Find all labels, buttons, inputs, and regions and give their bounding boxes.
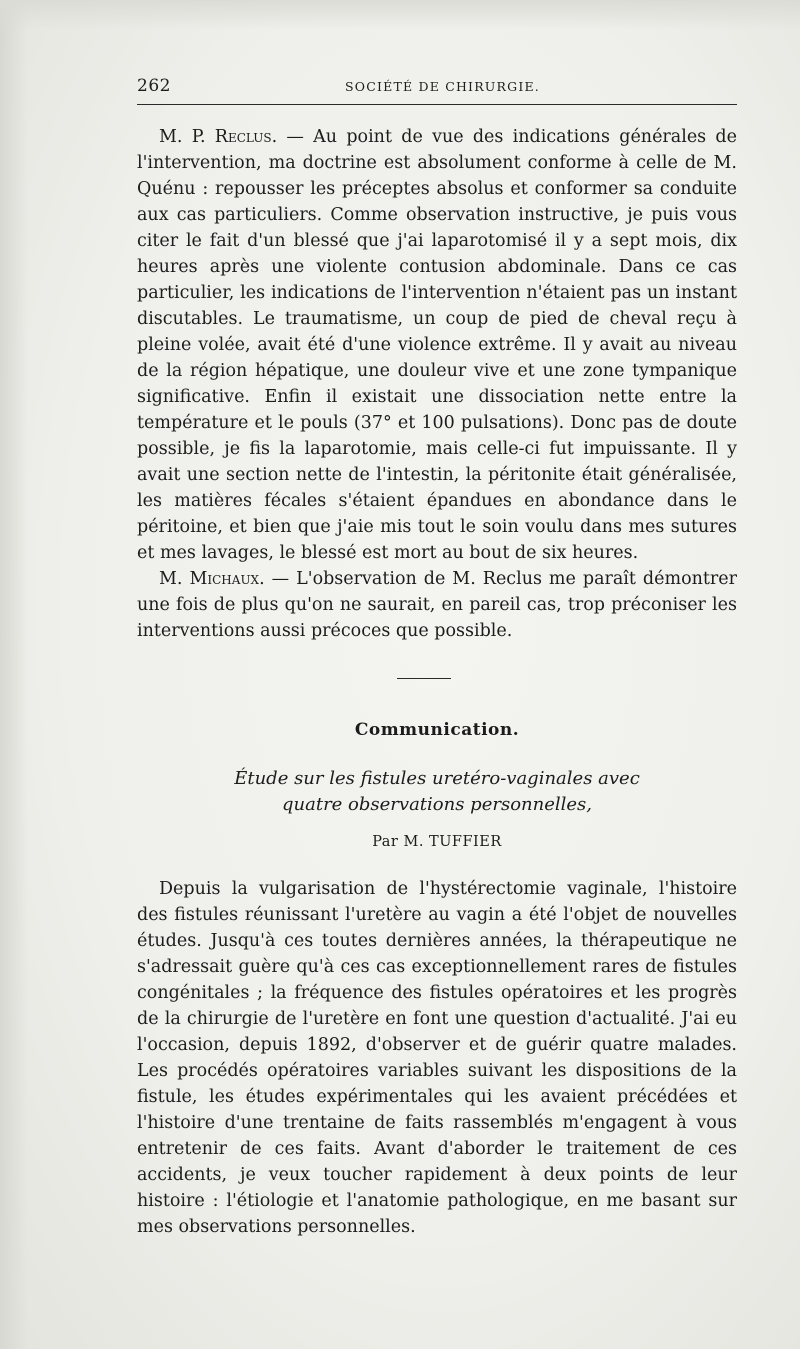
article-title-line-1: Étude sur les fistules uretéro-vaginales avec: [234, 768, 640, 789]
article-title-line-2: quatre observations personnelles,: [281, 794, 592, 815]
page-shadow-top: [0, 0, 800, 30]
page-number: 262: [137, 76, 171, 96]
paragraph-reclus-text: — Au point de vue des indications générales de l'intervention, ma doctrine est absolument conforme à celle de M. Quénu : repousser les préceptes absolus et conformer sa conduite aux cas particuliers. Comme observation instructive, je puis vous citer le fait d'un blessé que j'ai laparotomisé il y a sept mois, dix heures après une violente contusion abdominale. Dans ce cas particulier, les indications de l'intervention n'étaient pas un instant discutables. Le traumatisme, un coup de pied de cheval reçu à pleine volée, avait été d'une violence extrême. Il y avait au niveau de la région hépatique, une douleur vive et une zone tympanique significative. Enfin il existait une dissociation nette entre la température et le pouls (37° et 100 pulsations). Donc pas de doute possible, je fis la laparotomie, mais celle-ci fut impuissante. Il y avait une section nette de l'intestin, la péritonite était généralisée, les matières fécales s'étaient épandues en abondance dans le péritoine, et bien que j'aie mis tout le soin voulu dans mes sutures et mes lavages, le blessé est mort au bout de six heures.: [137, 127, 737, 563]
paragraph-michaux-text: — L'observation de M. Reclus me paraît démontrer une fois de plus qu'on ne saurait, en pareil cas, trop préconiser les interventions aussi précoces que possible.: [137, 569, 737, 641]
speaker-michaux: M. Michaux.: [159, 569, 265, 589]
section-divider: [397, 678, 451, 679]
page-shadow-left: [0, 0, 28, 1349]
page-header: [137, 76, 737, 98]
article-title: [137, 766, 737, 818]
running-head: SOCIÉTÉ DE CHIRURGIE.: [345, 79, 540, 94]
byline: Par M. TUFFIER: [372, 834, 502, 850]
paragraph-tuffier: Depuis la vulgarisation de l'hystérectomie vaginale, l'histoire des fistules réunissant l'uretère au vagin a été l'objet de nouvelles études. Jusqu'à ces toutes dernières années, la thérapeutique ne s'adressait guère qu'à ces cas exceptionnellement rares de fistules congénitales ; la fréquence des fistules opératoires et les progrès de la chirurgie de l'uretère en font une question d'actualité. J'ai eu l'occasion, depuis 1892, d'observer et de guérir quatre malades. Les procédés opératoires variables suivant les dispositions de la fistule, les études expérimentales qui les avaient précédées et l'histoire d'une trentaine de faits rassemblés m'engagent à vous entretenir de ces faits. Avant d'aborder le traitement de ces accidents, je veux toucher rapidement à deux points de leur histoire : l'étiologie et l'anatomie pathologique, en me basant sur mes observations personnelles.: [137, 879, 737, 1237]
speaker-reclus: M. P. Reclus.: [159, 127, 278, 147]
paragraph-reclus: [137, 124, 737, 566]
paragraph-michaux: [137, 566, 737, 644]
header-rule: [137, 104, 737, 105]
section-title: Communication.: [354, 720, 520, 740]
